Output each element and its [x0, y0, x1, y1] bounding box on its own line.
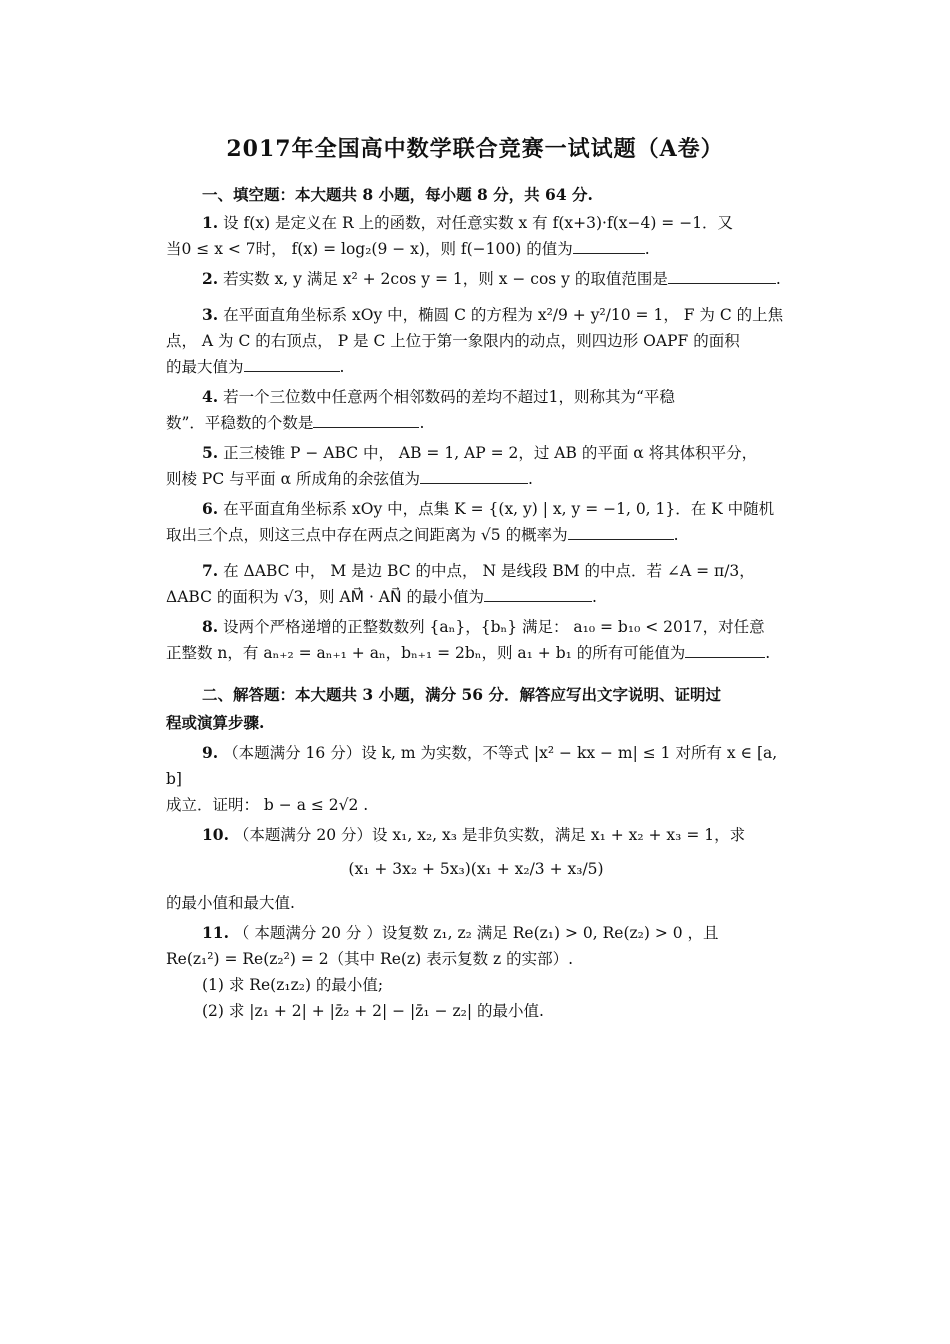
question-number: 3. — [202, 305, 219, 324]
answer-blank[interactable] — [484, 587, 592, 602]
question-7: 7. 在 ΔABC 中， M 是边 BC 的中点， N 是线段 BM 的中点．若 ∠A = π/3， ΔABC 的面积为 √3，则 AM⃗ · AN⃗ 的最小值为 . — [166, 561, 755, 606]
question-number: 11. — [202, 923, 229, 942]
question-5: 5. 正三棱锥 P − ABC 中， AB = 1, AP = 2，过 AB 的平面 α 将其体积平分， 则棱 PC 与平面 α 所成角的余弦值为 . — [166, 443, 758, 488]
exam-content — [166, 180, 786, 1024]
question-text: Re(z₁²) = Re(z₂²) = 2（其中 Re(z) 表示复数 z 的实部）. — [166, 950, 574, 968]
question-2: 2. 若实数 x, y 满足 x² + 2cos y = 1，则 x − cos y 的取值范围是 . — [202, 269, 781, 288]
question-part-1: (1) 求 Re(z₁z₂) 的最小值; — [202, 976, 384, 994]
section-fill-in-header: 一、填空题：本大题共 8 小题，每小题 8 分，共 64 分. — [202, 185, 593, 204]
question-1: 1. 设 f(x) 是定义在 R 上的函数，对任意实数 x 有 f(x+3)·f(x−4) = −1．又 当0 ≤ x < 7时， f(x) = log₂(9 − x)，则 f(−100) 的值为 . — [166, 213, 734, 258]
question-10 — [166, 822, 786, 916]
question-text: 数”．平稳数的个数是 — [166, 414, 314, 432]
question-text: 成立．证明： b − a ≤ 2√2 . — [166, 796, 369, 814]
question-text: 则棱 PC 与平面 α 所成角的余弦值为 — [166, 470, 420, 488]
page-title: 2017年全国高中数学联合竞赛一试试题（A卷） — [226, 136, 724, 162]
answer-blank[interactable] — [568, 525, 674, 540]
question-number: 2. — [202, 269, 219, 288]
question-text: （本题满分 20 分）设 x₁, x₂, x₃ 是非负实数，满足 x₁ + x₂ + x₃ = 1，求 — [233, 826, 746, 844]
section-solution-header-cont: 程或演算步骤. — [166, 713, 265, 732]
question-text: 在平面直角坐标系 xOy 中，椭圆 C 的方程为 x²/9 + y²/10 = 1， F 为 C 的上焦 — [223, 306, 784, 324]
question-number: 4. — [202, 387, 219, 406]
answer-blank[interactable] — [420, 469, 528, 484]
question-formula: (x₁ + 3x₂ + 5x₃)(x₁ + x₂/3 + x₃/5) — [348, 860, 604, 878]
question-number: 6. — [202, 499, 219, 518]
question-3: 3. 在平面直角坐标系 xOy 中，椭圆 C 的方程为 x²/9 + y²/10 = 1， F 为 C 的上焦 点， A 为 C 的右顶点， P 是 C 上位于第一象限内的动点，则四边形 OAPF 的面积 的最大值为 . — [166, 302, 786, 380]
question-6: 6. 在平面直角坐标系 xOy 中，点集 K = {(x, y) | x, y = −1, 0, 1}．在 K 中随机 取出三个点，则这三点中存在两点之间距离为 √5 的概率为 . — [166, 499, 775, 544]
answer-blank[interactable] — [668, 269, 776, 284]
question-text: 的最大值为 — [166, 358, 244, 376]
question-text: 的最小值和最大值. — [166, 894, 295, 912]
question-text: 取出三个点，则这三点中存在两点之间距离为 √5 的概率为 — [166, 526, 568, 544]
question-text: 正整数 n，有 aₙ₊₂ = aₙ₊₁ + aₙ，bₙ₊₁ = 2bₙ，则 a₁ + b₁ 的所有可能值为 — [166, 644, 686, 662]
question-text: （ 本题满分 20 分 ）设复数 z₁, z₂ 满足 Re(z₁) > 0, Re(z₂) > 0 ，且 — [233, 924, 719, 942]
question-number: 7. — [202, 561, 219, 580]
question-number: 9. — [202, 743, 219, 762]
answer-blank[interactable] — [573, 239, 645, 254]
question-number: 1. — [202, 213, 219, 232]
question-text: 正三棱锥 P − ABC 中， AB = 1, AP = 2，过 AB 的平面 α 将其体积平分， — [223, 444, 758, 462]
section-solution-header: 二、解答题：本大题共 3 小题，满分 56 分．解答应写出文字说明、证明过 — [202, 685, 721, 704]
answer-blank[interactable] — [685, 643, 765, 658]
question-text: 若实数 x, y 满足 x² + 2cos y = 1，则 x − cos y 的取值范围是 — [223, 270, 668, 288]
question-text: 在 ΔABC 中， M 是边 BC 的中点， N 是线段 BM 的中点．若 ∠A = π/3， — [223, 562, 755, 580]
question-8: 8. 设两个严格递增的正整数数列 {aₙ}，{bₙ} 满足： a₁₀ = b₁₀ < 2017，对任意 正整数 n，有 aₙ₊₂ = aₙ₊₁ + aₙ，bₙ₊₁ = 2bₙ，则 a₁ + b₁ 的所有可能值为 . — [166, 617, 771, 662]
question-text: 当0 ≤ x < 7时， f(x) = log₂(9 − x)，则 f(−100) 的值为 — [166, 240, 573, 258]
question-text: 点， A 为 C 的右顶点， P 是 C 上位于第一象限内的动点，则四边形 OAPF 的面积 — [166, 332, 740, 350]
question-text: （本题满分 16 分）设 k, m 为实数，不等式 |x² − kx − m| ≤ 1 对所有 x ∈ [a, b] — [166, 744, 778, 788]
question-number: 5. — [202, 443, 219, 462]
question-text: 设两个严格递增的正整数数列 {aₙ}，{bₙ} 满足： a₁₀ = b₁₀ < 2017，对任意 — [223, 618, 765, 636]
question-4: 4. 若一个三位数中任意两个相邻数码的差均不超过1，则称其为“平稳 数”．平稳数的个数是 . — [166, 387, 675, 432]
question-number: 8. — [202, 617, 219, 636]
question-text: 若一个三位数中任意两个相邻数码的差均不超过1，则称其为“平稳 — [223, 388, 675, 406]
question-part-2: (2) 求 |z₁ + 2| + |z̄₂ + 2| − |z̄₁ − z₂| 的最小值. — [202, 1002, 544, 1020]
question-text: 在平面直角坐标系 xOy 中，点集 K = {(x, y) | x, y = −1, 0, 1}．在 K 中随机 — [223, 500, 775, 518]
answer-blank[interactable] — [313, 413, 419, 428]
question-text: ΔABC 的面积为 √3，则 AM⃗ · AN⃗ 的最小值为 — [166, 588, 485, 606]
question-11 — [166, 920, 786, 1024]
question-9 — [166, 740, 786, 818]
answer-blank[interactable] — [244, 357, 340, 372]
question-text: 设 f(x) 是定义在 R 上的函数，对任意实数 x 有 f(x+3)·f(x−4) = −1．又 — [223, 214, 734, 232]
question-number: 10. — [202, 825, 229, 844]
